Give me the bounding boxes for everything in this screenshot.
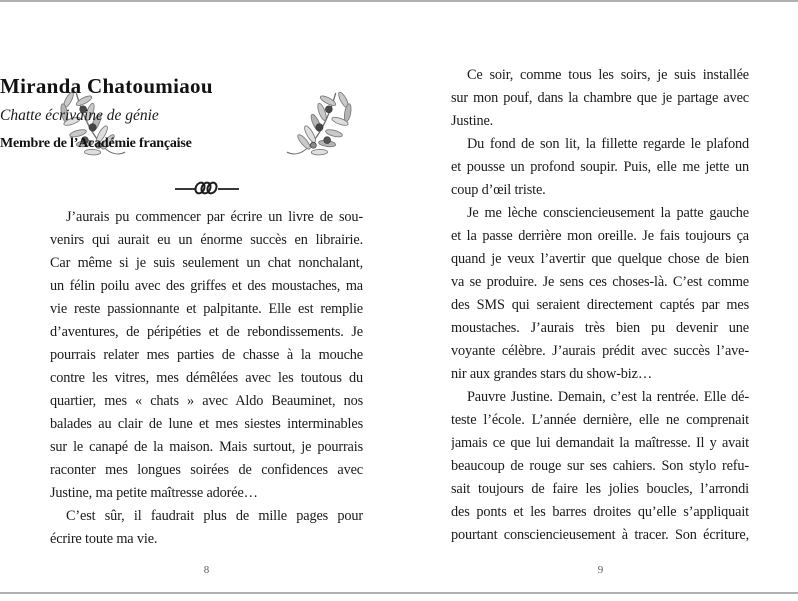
text-line: balades au clair de lune et mes siestes interminables [50,416,363,432]
text-line: sur le canapé de la maison. Mais surtout, je pourrais [50,439,363,455]
paragraph [50,206,363,505]
text-line: teste l’école. L’année dernière, elle ne comprenait [451,412,749,428]
text-line: J’aurais pu commencer par écrire un livre de sou- [66,209,363,225]
text-line: beaucoup de rouge sur ses cahiers. Son stylo refu- [451,458,749,474]
text-line: des ponts et les barres droites qu’elle s’appliquait [451,504,749,520]
text-line: Justine. [451,113,494,129]
text-line: des SMS qui seraient directement captés par mes [451,297,749,313]
text-line: écrire toute ma vie. [50,531,158,547]
text-line: Car même si je suis seulement un chat nonchalant, [50,255,363,271]
text-line: Ce soir, comme tous les soirs, je suis installée [467,67,749,83]
text-line: contre les vitres, mes démêlées avec les toutous du [50,370,363,386]
text-line: Justine, ma petite maîtresse adorée… [50,485,258,501]
text-line: quand je veux l’avertir que quelque chose de bien [451,251,749,267]
text-line: et pousse un profond soupir. Puis, elle me jette un [451,159,749,175]
text-line: Je me lèche consciencieusement la patte gauche [467,205,749,221]
text-line: Pauvre Justine. Demain, c’est la rentrée. Elle dé- [467,389,749,405]
text-line: sur mon pouf, dans la chambre que je partage avec [451,90,749,106]
text-line: Du fond de son lit, la fillette regarde le plafond [467,136,749,152]
text-line: coup d’œil triste. [451,182,546,198]
text-line: moustaches. J’aurais très bien pu devenir une [451,320,749,336]
paragraph [50,505,363,551]
paragraph [451,386,749,547]
text-line: va se produire. Je sens ces choses-là. C’est comme [451,274,749,290]
page-number-right: 9 [597,564,604,576]
body-text-left [50,206,363,551]
knot-divider-icon [50,179,363,202]
text-line: jamais ce que lui demandait la maîtresse. Il y avait [451,435,749,451]
text-line: raconter mes longues soirées de confidences avec [50,462,363,478]
text-line: pourtant consciencieusement à tracer. Son écriture, [451,527,749,543]
text-line: nir aux grandes stars du show-biz… [451,366,652,382]
affiliation-line: Membre de l’Académie française [0,136,192,151]
author-title: Miranda Chatoumiaou [0,74,213,98]
paragraph [451,202,749,386]
bottom-edge-line [0,592,798,594]
text-line: un félin poilu avec des griffes et des moustaches, ma [50,278,363,294]
text-line: et la passe derrière mon oreille. Je fais toujours ça [451,228,749,244]
text-line: venirs qui aurait eu un énorme succès en librairie. [50,232,363,248]
page-number-left: 8 [203,564,210,576]
book-subtitle: Chatte écrivaine de génie [0,107,159,124]
text-line: pourrais relater mes parties de chasse à la mouche [50,347,363,363]
paragraph [451,133,749,202]
paragraph [451,64,749,133]
body-text-right [451,64,749,547]
text-line: sait toujours de faire les jolies boucles, l’arrondi [451,481,749,497]
text-line: voyante célèbre. J’aurais prédit avec succès l’ave- [451,343,749,359]
top-edge-line [0,0,798,2]
text-line: C’est sûr, il faudrait plus de mille pages pour [66,508,363,524]
text-line: vie reste passionnante et palpitante. Elle est remplie [50,301,363,317]
text-line: d’aventures, de péripéties et de rebondissements. Je [50,324,363,340]
text-line: quartier, mes « chats » avec Aldo Beauminet, nos [50,393,363,409]
